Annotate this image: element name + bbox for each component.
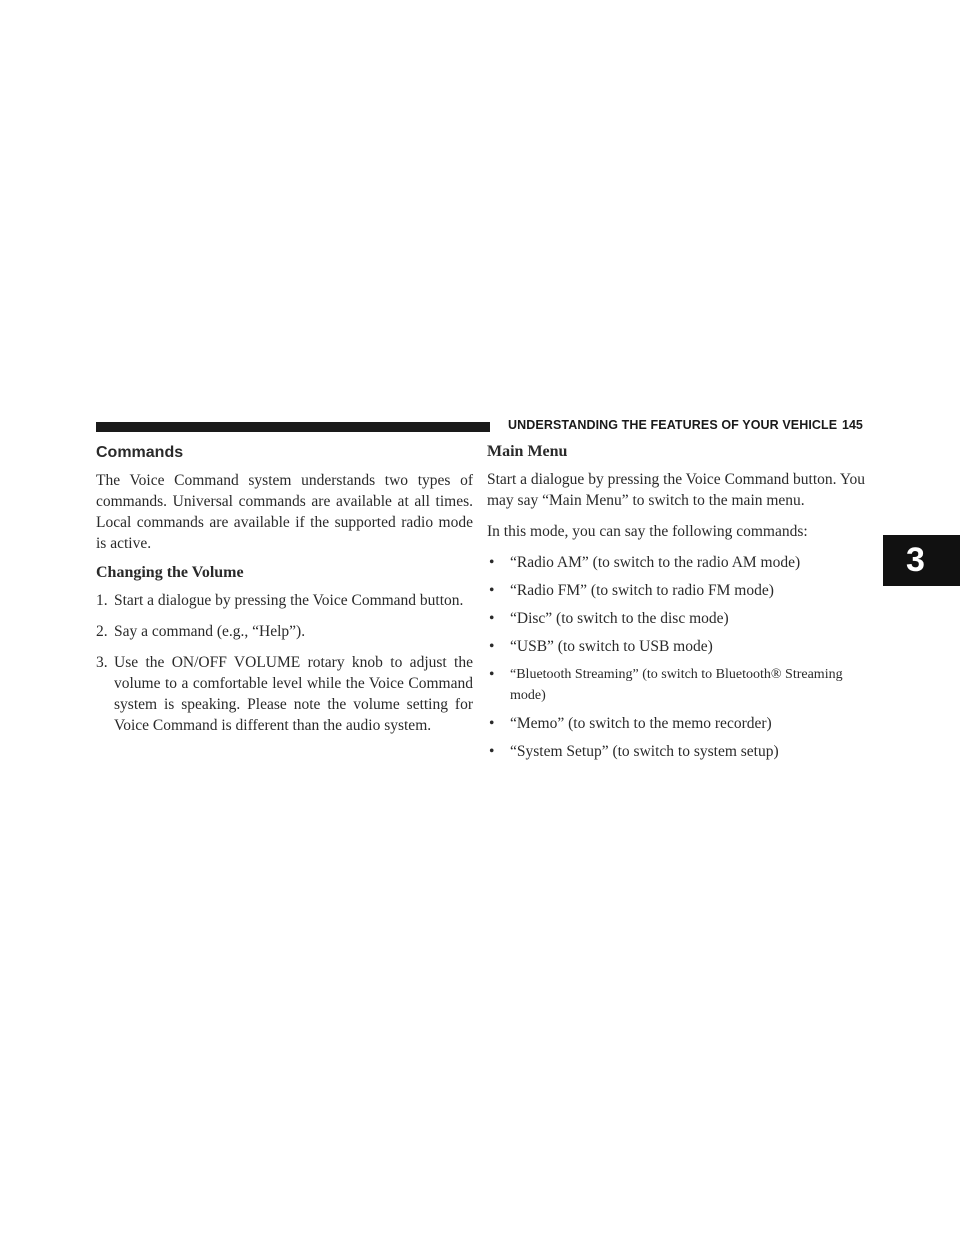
- list-item-text: “USB” (to switch to USB mode): [510, 638, 713, 655]
- list-item-text: “Radio FM” (to switch to radio FM mode): [510, 582, 774, 599]
- list-item: [487, 741, 865, 762]
- list-item-text: “Memo” (to switch to the memo recorder): [510, 715, 772, 732]
- step-text: Say a command (e.g., “Help”).: [114, 623, 306, 640]
- running-header-title: UNDERSTANDING THE FEATURES OF YOUR VEHICLE: [508, 418, 838, 432]
- step-item: [96, 590, 473, 611]
- bullet-icon: •: [489, 638, 495, 655]
- right-column: [487, 440, 865, 769]
- subheading-main-menu: Main Menu: [487, 443, 568, 460]
- step-text: Use the ON/OFF VOLUME rotary knob to adjust the volume to a comfortable level while the Voice Command system is speaking. Please note the volume setting for Voice Command is different than the audio system.: [114, 654, 473, 734]
- commands-intro: The Voice Command system understands two types of commands. Universal commands are available at all times. Local commands are available if the supported radio mode is active.: [96, 472, 473, 552]
- step-item: [96, 621, 473, 642]
- step-number: 3.: [96, 654, 108, 671]
- list-item-text: “System Setup” (to switch to system setup): [510, 743, 779, 760]
- bullet-icon: •: [489, 666, 495, 683]
- step-item: [96, 652, 473, 736]
- page-number: 145: [842, 418, 863, 432]
- main-menu-lead: In this mode, you can say the following commands:: [487, 523, 808, 540]
- step-number: 1.: [96, 592, 108, 609]
- list-item: [487, 552, 865, 573]
- list-item: [487, 608, 865, 629]
- subheading-changing-volume: Changing the Volume: [96, 564, 244, 581]
- main-menu-commands: [487, 552, 865, 762]
- list-item-text: “Radio AM” (to switch to the radio AM mode): [510, 554, 801, 571]
- bullet-icon: •: [489, 715, 495, 732]
- header-rule: [96, 422, 490, 432]
- list-item: [487, 580, 865, 601]
- list-item: [487, 713, 865, 734]
- step-text: Start a dialogue by pressing the Voice Command button.: [114, 592, 464, 609]
- list-item: [487, 636, 865, 657]
- left-column: [96, 440, 473, 746]
- main-menu-intro: Start a dialogue by pressing the Voice Command button. You may say “Main Menu” to switch to the main menu.: [487, 471, 865, 509]
- bullet-icon: •: [489, 554, 495, 571]
- chapter-tab: 3: [883, 535, 960, 586]
- bullet-icon: •: [489, 582, 495, 599]
- section-heading-commands: Commands: [96, 444, 184, 461]
- step-number: 2.: [96, 623, 108, 640]
- bullet-icon: •: [489, 743, 495, 760]
- list-item-text: “Disc” (to switch to the disc mode): [510, 610, 729, 627]
- bullet-icon: •: [489, 610, 495, 627]
- volume-steps: [96, 590, 473, 736]
- list-item: [487, 664, 865, 706]
- list-item-text: “Bluetooth Streaming” (to switch to Bluetooth® Streaming mode): [510, 667, 843, 703]
